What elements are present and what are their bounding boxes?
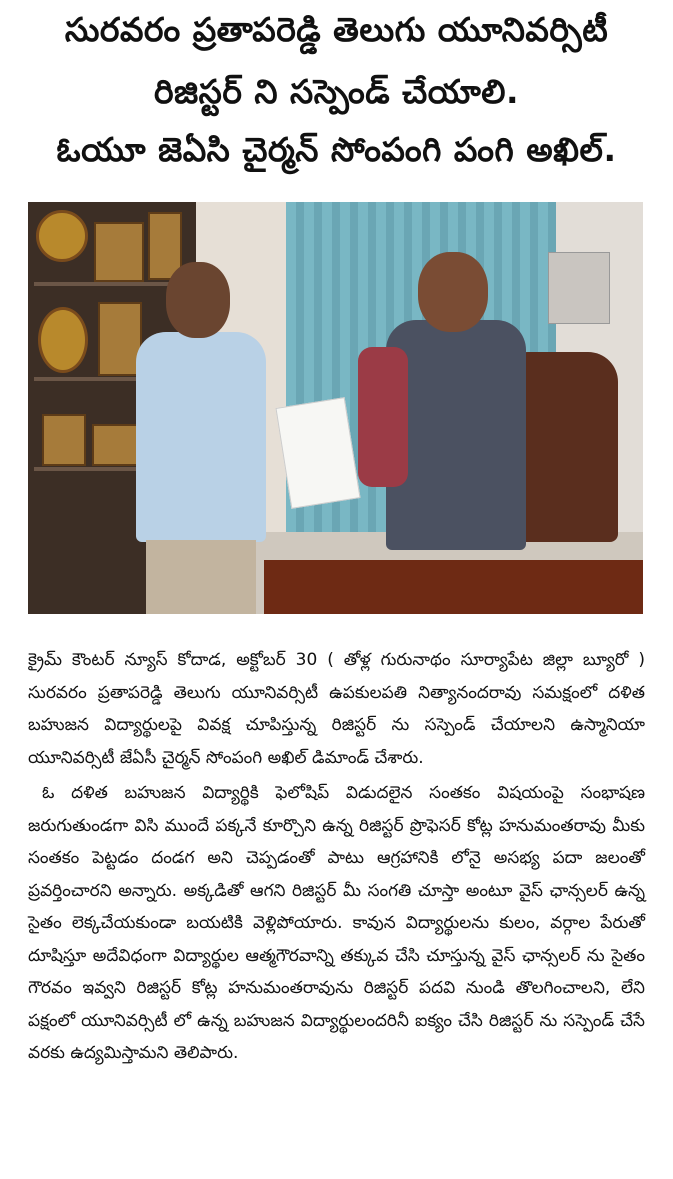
- picture-frame: [42, 414, 86, 466]
- award-plaque: [94, 222, 144, 282]
- person-left-head: [166, 262, 230, 338]
- news-photo: [28, 202, 643, 614]
- article-body: [28, 644, 645, 1070]
- trophy-icon: [38, 307, 88, 373]
- person-left: [136, 332, 266, 542]
- trophy-icon: [36, 210, 88, 262]
- headline-line-2: రిజిస్టర్ ని సస్పెండ్ చేయాలి.: [153, 72, 520, 111]
- desk: [264, 560, 643, 614]
- article-paragraph-2: ఓ దళిత బహుజన విద్యార్థికి ఫెలోషిప్ విడుదలైన సంతకం విషయంపై సంభాషణ జరుగుతుండగా విసి ముందే పక్కనే కూర్చొని ఉన్న రిజిస్టర్ ప్రొఫెసర్ కోట్ల హనుమంతరావు మీకు సంతకం పెట్టడం దండగ అని చెప్పడంతో పాటు ఆగ్రహానికి లోనై అసభ్య పదా జలంతో ప్రవర్తించారని అన్నారు. అక్కడితో ఆగని రిజిస్టర్ మీ సంగతి చూస్తా అంటూ వైస్ ఛాన్సలర్ ఉన్న సైతం లెక్కచేయకుండా బయటికి వెళ్లిపోయారు. కావున విద్యార్థులను కులం, వర్గాల పేరుతో దూషిస్తూ అదేవిధంగా విద్యార్థుల ఆత్మగౌరవాన్ని తక్కువ చేసి చూస్తున్న వైస్ ఛాన్సలర్ ను సైతం గౌరవం ఇవ్వని రిజిస్టర్ కోట్ల హనుమంతరావును రిజిస్టర్ పదవి నుండి తొలగించాలని, లేని పక్షంలో యూనివర్సిటీ లో ఉన్న బహుజన విద్యార్థులందరినీ ఐక్యం చేసి రిజిస్టర్ ను సస్పెండ్ చేసే వరకు ఉద్యమిస్తామని తెలిపారు.: [28, 783, 645, 1063]
- headline-line-3: ఓయూ జెఏసి చైర్మన్ సోంపంగి పంగి అఖిల్.: [56, 130, 617, 169]
- article-paragraph-1: క్రైమ్ కౌంటర్ న్యూస్ కోదాడ, అక్టోబర్ 30 ( తోళ్ల గురునాథం సూర్యాపేట జిల్లా బ్యూరో ) సురవరం ప్రతాపరెడ్డి తెలుగు యూనివర్సిటీ ఉపకులపతి నిత్యానందరావు సమక్షంలో దళిత బహుజన విద్యార్థులపై వివక్ష చూపిస్తున్న రిజిస్టర్ ను సస్పెండ్ చేయాలని ఉస్మానియా యూనివర్సిటీ జేఏసీ చైర్మన్ సోంపంగి అఖిల్ డిమాండ్ చేశారు.: [28, 650, 645, 768]
- headline-line-1: సురవరం ప్రతాపరెడ్డి తెలుగు యూనివర్సిటీ: [64, 10, 609, 49]
- person-right-head: [418, 252, 488, 332]
- wall-box: [548, 252, 610, 324]
